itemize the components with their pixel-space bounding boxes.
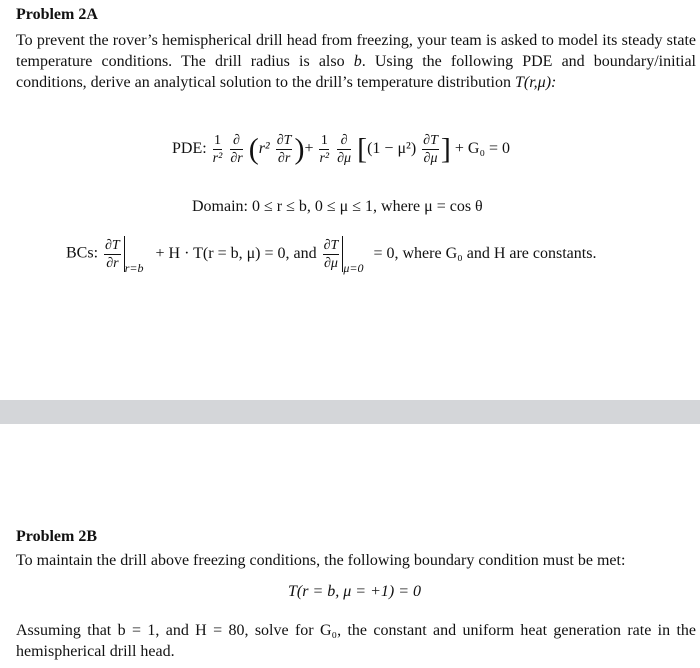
section-divider [0, 400, 700, 424]
bcs-label: BCs: [66, 244, 99, 262]
bcs-equation [66, 236, 597, 275]
bc-tail: = 0, where G₀ and H are constants. [373, 244, 597, 262]
frac-dT-dr-bc: $\frac{\partial T}{\partial r}$ [105, 237, 120, 271]
frac-1-over-r2-b: $\frac{1}{\text{r²}}$ [319, 133, 330, 166]
frac-dT-dmu: $\frac{\partial T}{\partial\mu}$ [423, 133, 438, 166]
bc-sub-mu0: μ=0 [343, 260, 364, 275]
problem-2b-question: Assuming that b = 1, and H = 80, solve for G₀, the constant and uniform heat generation rate in the hemispherical drill head. [16, 622, 696, 660]
intro-prefix: To prevent the rover’s hemispherical drill head from freezing, your team is asked to model its steady state temperature conditions. The drill radius is also [16, 32, 696, 70]
frac-d-dmu: $\frac{\partial}{\partial\mu}$ [337, 133, 352, 166]
problem-2a-title: Problem 2A [16, 6, 98, 23]
intro-b: b [353, 53, 362, 70]
problem-2b-title: Problem 2B [16, 528, 98, 545]
frac-1-over-r2: $\frac{1}{\text{r²}}$ [212, 133, 223, 166]
pde-tail: + G₀ = 0 [454, 140, 511, 158]
pde-label: PDE: [172, 140, 207, 158]
intro-T: T(r,μ): [515, 74, 557, 91]
problem-2a-intro [16, 30, 696, 93]
intro-suffix: . Using the following PDE and boundary/initial conditions, derive an analytical solution to the drill’s temperature distribution [16, 53, 697, 91]
pde-equation: PDE: $\frac{1}{\text{r²}}$ $\frac{\partial}{\partial r}$ (r² $\frac{\partial T}{\partial r}$ )+ $\frac{1}{\text{r²}}$ $\frac{\partial}{\partial\mu}$ [(1 − μ²) $\frac{\partial T}{\partial\mu}$ ] + G₀ = 0 [172, 132, 511, 166]
frac-dT-dr: $\frac{\partial T}{\partial r}$ [276, 133, 292, 166]
frac-d-dr: $\frac{\partial}{\partial r}$ [230, 133, 243, 166]
domain-line: Domain: 0 ≤ r ≤ b, 0 ≤ μ ≤ 1, where μ = cos θ [192, 198, 483, 215]
bc-middle: + H · T(r = b, μ) = 0, and [155, 244, 317, 262]
problem-2b-intro: To maintain the drill above freezing conditions, the following boundary condition must be met: [16, 552, 626, 569]
problem-2b-condition: T(r = b, μ = +1) = 0 [288, 583, 421, 600]
bc-sub-rb: r=b [124, 260, 144, 275]
frac-dT-dmu-bc: $\frac{\partial T}{\partial\mu}$ [323, 237, 339, 271]
